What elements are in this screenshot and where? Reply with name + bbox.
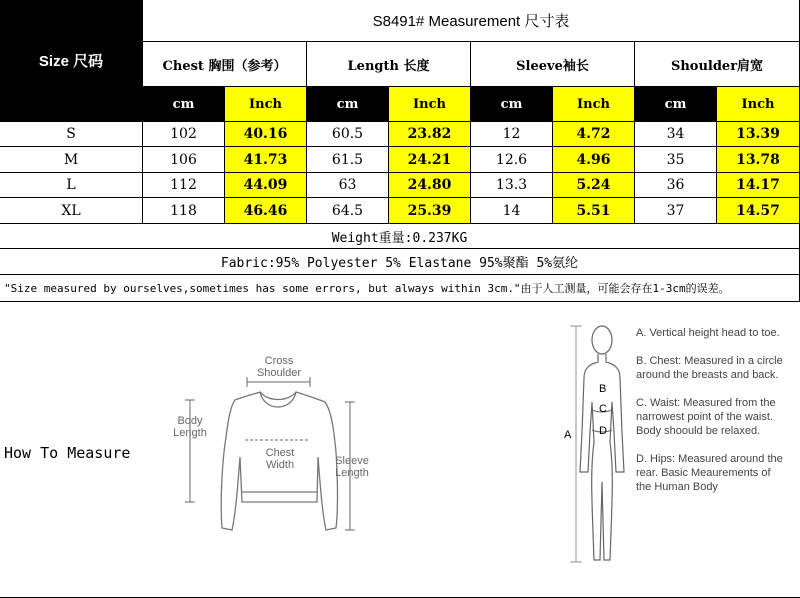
cm-value-cell: 112 [143,173,225,198]
column-header-sleeve [471,42,635,87]
unit-inch: Inch [225,87,307,122]
note-row [0,275,800,302]
marker-a: A [564,429,572,441]
cm-value-cell: 34 [635,122,717,147]
size-cell: S [0,122,143,147]
column-header-chest-label: Chest 胸围（参考） [162,58,287,74]
inch-value-cell: 14.17 [717,173,800,198]
inch-value-cell: 46.46 [225,198,307,224]
table-title [143,0,800,42]
cm-value-cell: 61.5 [307,147,389,173]
unit-cm: cm [635,87,717,122]
cm-value-cell: 36 [635,173,717,198]
inch-value-cell: 44.09 [225,173,307,198]
body-figure [560,322,640,572]
cm-value-cell: 12.6 [471,147,553,173]
marker-b: B [599,383,607,395]
note-b: B. Chest: Measured in a circle around the breasts and back. [636,355,783,381]
marker-d: D [599,425,607,437]
weight-row [0,224,800,249]
inch-value-cell: 4.72 [553,122,635,147]
note-c: C. Waist: Measured from the narrowest point of the waist. Body shoould be relaxed. [636,397,776,437]
inch-value-cell: 13.39 [717,122,800,147]
column-header-length-label: Length 长度 [347,58,430,74]
cm-value-cell: 106 [143,147,225,173]
size-cell: L [0,173,143,198]
inch-value-cell: 40.16 [225,122,307,147]
inch-value-cell: 23.82 [389,122,471,147]
weight-text: Weight重量:0.237KG [331,230,468,246]
inch-value-cell: 13.78 [717,147,800,173]
marker-c: C [599,403,607,415]
how-to-measure-label: How To Measure [4,444,131,462]
cm-value-cell: 64.5 [307,198,389,224]
cm-value-cell: 12 [471,122,553,147]
size-cell: XL [0,198,143,224]
cm-value-cell: 13.3 [471,173,553,198]
sleeve-length-label: Sleeve Length [335,455,369,479]
size-cell: M [0,147,143,173]
unit-cm: cm [471,87,553,122]
measure-notes [636,326,786,494]
unit-inch: Inch [553,87,635,122]
cm-value-cell: 37 [635,198,717,224]
cm-value-cell: 63 [307,173,389,198]
column-header-shoulder [635,42,800,87]
note-a: A. Vertical height head to toe. [636,327,780,339]
how-to-measure-section [0,302,800,598]
table-title-text: S8491# Measurement 尺寸表 [372,13,570,30]
fabric-row [0,249,800,275]
size-header-label: Size 尺码 [38,53,104,70]
chest-width-label: Chest Width [265,447,295,471]
column-header-chest [143,42,307,87]
inch-value-cell: 5.24 [553,173,635,198]
body-outline [580,326,624,560]
cm-value-cell: 14 [471,198,553,224]
inch-value-cell: 24.80 [389,173,471,198]
column-header-sleeve-label: Sleeve袖长 [516,58,589,74]
note-d: D. Hips: Measured around the rear. Basic Meaurements of the Human Body [636,453,783,493]
inch-value-cell: 5.51 [553,198,635,224]
size-header [0,0,143,122]
note-text: "Size measured by ourselves,sometimes has some errors, but always within 3cm."由于人工测量，可能会存在1-3cm的误差。 [4,282,730,295]
cm-value-cell: 35 [635,147,717,173]
unit-cm: cm [307,87,389,122]
column-header-shoulder-label: Shoulder肩宽 [670,58,764,74]
cm-value-cell: 60.5 [307,122,389,147]
cm-value-cell: 118 [143,198,225,224]
inch-value-cell: 41.73 [225,147,307,173]
fabric-text: Fabric:95% Polyester 5% Elastane 95%聚酯 5%氨纶 [220,256,579,271]
cross-shoulder-label: Cross Shoulder [256,355,302,379]
cm-value-cell: 102 [143,122,225,147]
shirt-diagram [160,352,390,542]
inch-value-cell: 14.57 [717,198,800,224]
column-header-length [307,42,471,87]
unit-inch: Inch [389,87,471,122]
body-measure-lines [570,326,582,562]
body-length-label: Body Length [173,415,207,439]
inch-value-cell: 24.21 [389,147,471,173]
unit-inch: Inch [717,87,800,122]
inch-value-cell: 25.39 [389,198,471,224]
unit-cm: cm [143,87,225,122]
inch-value-cell: 4.96 [553,147,635,173]
